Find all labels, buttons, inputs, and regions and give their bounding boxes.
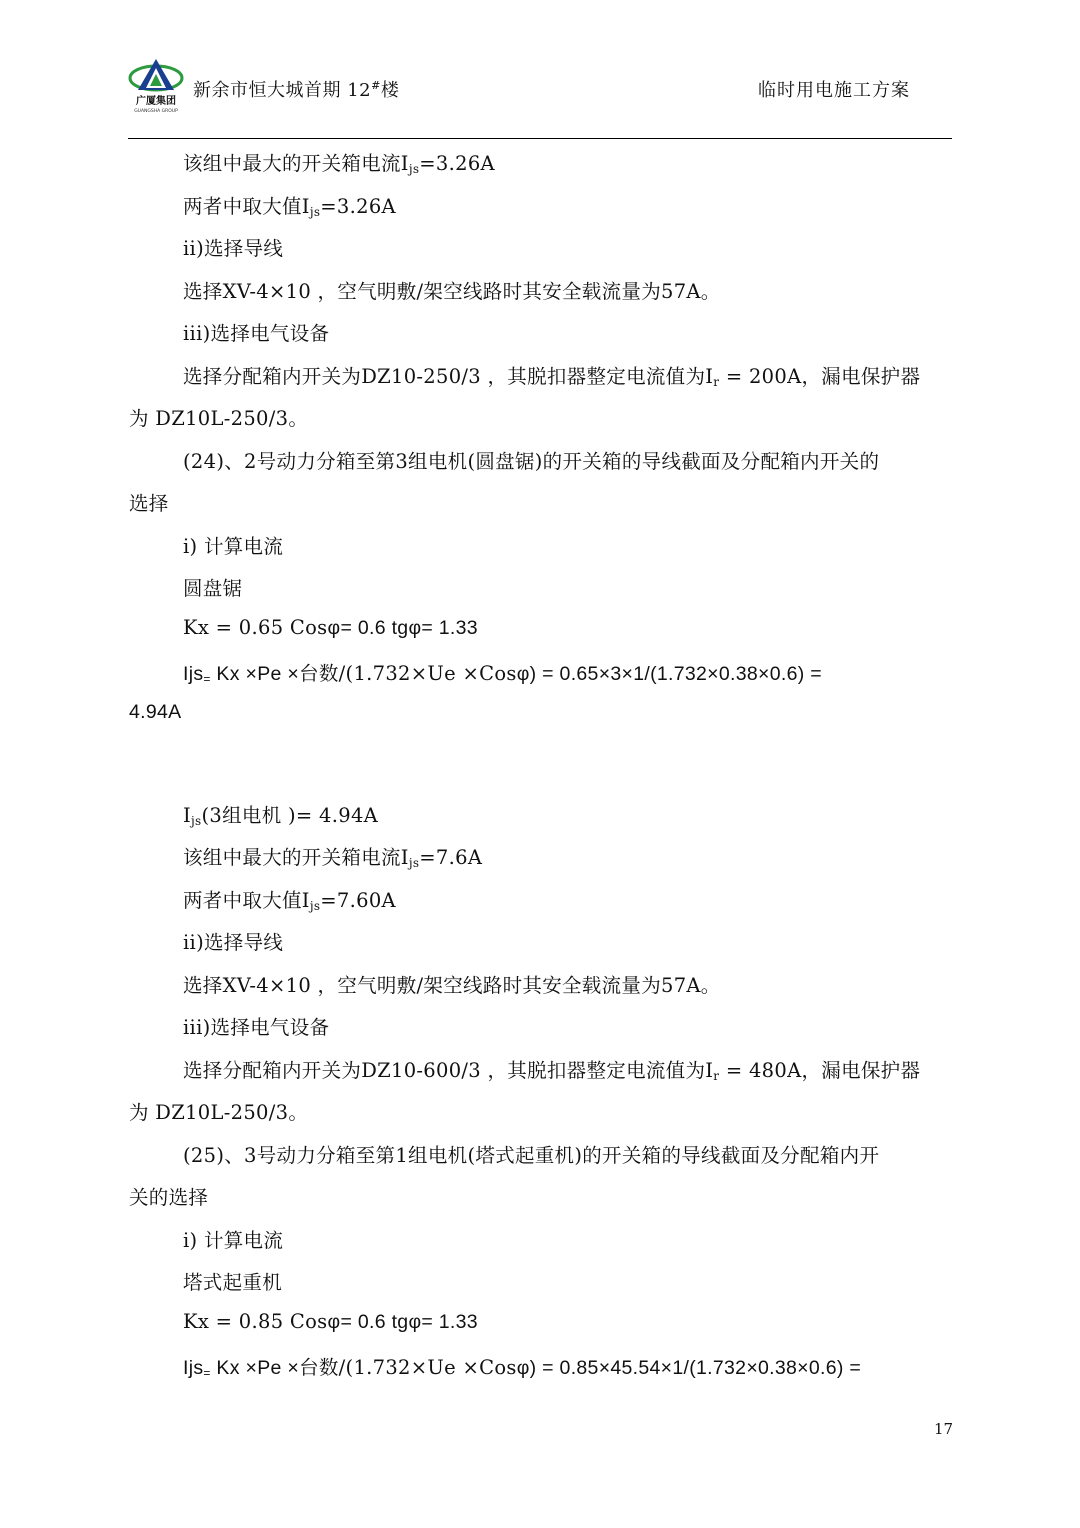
page-number: 17 xyxy=(934,1420,954,1438)
section-heading: (25)、3号动力分箱至第1组电机(塔式起重机)的开关箱的导线截面及分配箱内开 xyxy=(183,1144,880,1167)
logo-subtext: GUANGSHA GROUP xyxy=(134,109,178,114)
text-line: 为 DZ10L-250/3。 xyxy=(129,1101,309,1124)
text-line: 圆盘锯 xyxy=(183,577,243,600)
text-line: 该组中最大的开关箱电流$I_{js}=3.26A$ xyxy=(183,152,495,176)
formula-result: 4.94A xyxy=(129,701,182,723)
text-line: 选择XV-4×10 ，空气明敷/架空线路时其安全载流量为57A。 xyxy=(183,974,721,997)
text-line: iii)选择电气设备 xyxy=(183,1016,330,1039)
formula-line: Kx = 0.65 Cosφ= 0.6 tgφ= 1.33 xyxy=(183,616,478,639)
text-line: 选择XV-4×10 ，空气明敷/架空线路时其安全载流量为57A。 xyxy=(183,280,721,303)
text-line: 选择分配箱内开关为DZ10-600/3 ，其脱扣器整定电流值为$I_r = 480A$，漏电保护器 xyxy=(183,1059,921,1083)
header-rule xyxy=(128,138,952,139)
text-line: 塔式起重机 xyxy=(183,1271,283,1294)
formula-line: Kx = 0.85 Cosφ= 0.6 tgφ= 1.33 xyxy=(183,1310,478,1333)
header-document-title: 临时用电施工方案 xyxy=(758,80,910,101)
text-line: 两者中取大值$I_{js}=7.60A$ xyxy=(183,889,396,913)
logo-text: 广厦集团 xyxy=(136,96,176,107)
text-line: 该组中最大的开关箱电流$I_{js}=7.6A$ xyxy=(183,846,483,870)
text-line: iii)选择电气设备 xyxy=(183,322,330,345)
text-line: i) 计算电流 xyxy=(183,535,284,558)
formula-line: Ijs$_=$ Kx ×Pe ×台数/(1.732×Ue ×Cosφ) = 0.85×45.54×1/(1.732×0.38×0.6) = xyxy=(183,1356,862,1380)
section-heading: (24)、2号动力分箱至第3组电机(圆盘锯)的开关箱的导线截面及分配箱内开关的 xyxy=(183,450,880,473)
text-line: i) 计算电流 xyxy=(183,1229,284,1252)
text-line: 选择分配箱内开关为DZ10-250/3 ，其脱扣器整定电流值为$I_r = 200A$，漏电保护器 xyxy=(183,365,921,389)
company-logo xyxy=(128,56,184,114)
text-line: ii)选择导线 xyxy=(183,931,284,954)
section-heading-cont: 关的选择 xyxy=(129,1186,209,1209)
formula-line: Ijs$_=$ Kx ×Pe ×台数/(1.732×Ue ×Cosφ) = 0.65×3×1/(1.732×0.38×0.6) = xyxy=(183,662,822,686)
text-line: 为 DZ10L-250/3。 xyxy=(129,407,309,430)
section-heading-cont: 选择 xyxy=(129,492,169,515)
text-line: $I_{js}(3$组电机 )= 4.94A xyxy=(183,804,379,828)
text-line: 两者中取大值$I_{js}=3.26A$ xyxy=(183,195,396,219)
text-line: ii)选择导线 xyxy=(183,237,284,260)
header-project-name: 新余市恒大城首期 12#楼 xyxy=(193,79,400,101)
